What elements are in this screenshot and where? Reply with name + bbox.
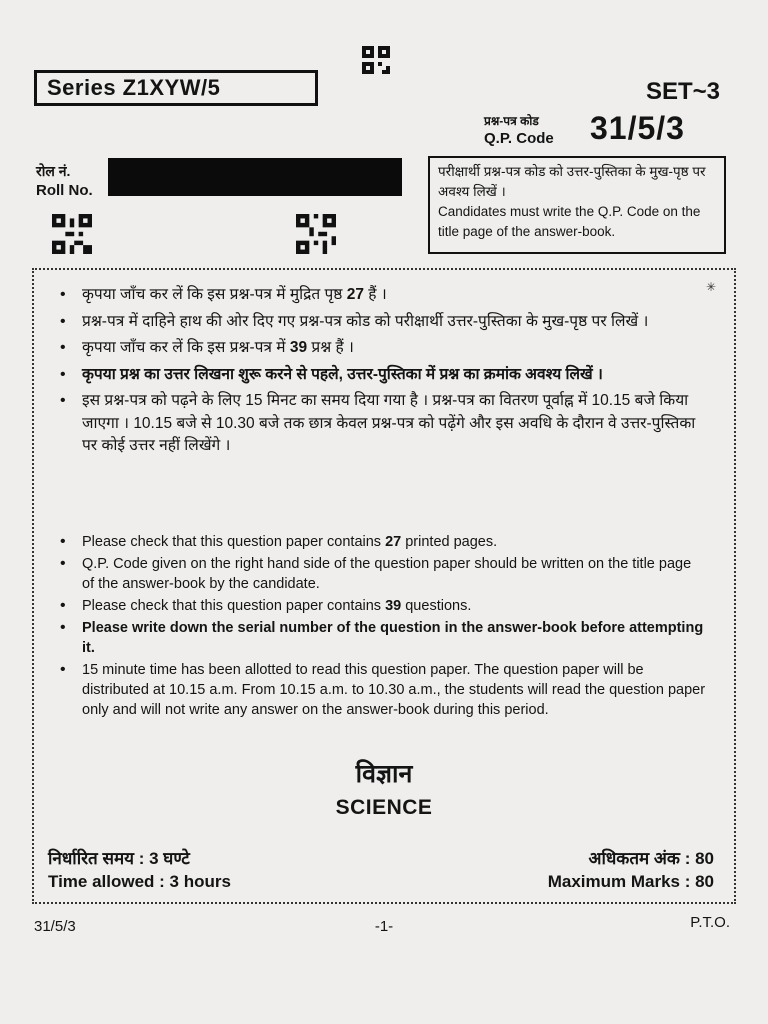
qp-code-label-hindi: प्रश्न-पत्र कोड <box>484 114 539 128</box>
max-marks-hindi: अधिकतम अंक : 80 <box>588 849 714 868</box>
instruction-text: 15 minute time has been allotted to read this question paper. The question paper will be distributed at 10.15 a.m. From 10.15 a.m. to 10.30 a.m., the students will read the question paper only and will not write any answer on the answer-book during this period. <box>82 662 706 718</box>
instruction-text: 39 <box>385 598 402 614</box>
set-number: SET~3 <box>645 78 720 105</box>
instruction-item <box>56 364 706 387</box>
instruction-text: कृपया प्रश्न का उत्तर लिखना शुरू करने से पहले, उत्तर-पुस्तिका में प्रश्न का क्रमांक अवश्य लिखें । <box>82 365 603 383</box>
subject-title: SCIENCE <box>335 796 433 819</box>
instruction-item <box>56 337 706 360</box>
bullet-icon: • <box>60 619 66 636</box>
qr-code-left <box>52 214 92 259</box>
instruction-text: प्रश्न-पत्र में दाहिने हाथ की ओर दिए गए प्रश्न-पत्र कोड को परीक्षार्थी उत्तर-पुस्तिका के मुख-पृष्ठ पर लिखें । <box>82 312 649 330</box>
instruction-item <box>56 596 706 616</box>
footer-code: 31/5/3 <box>34 918 76 935</box>
roll-number-redacted <box>108 158 402 196</box>
instruction-text: प्रश्न हैं । <box>307 339 354 356</box>
instructions-hindi <box>56 284 706 462</box>
bullet-icon: • <box>60 392 66 409</box>
bullet-icon: • <box>60 661 66 678</box>
notice-english: Candidates must write the Q.P. Code on the title page of the answer-book. <box>438 204 701 239</box>
instruction-item <box>56 532 706 552</box>
instruction-text: कृपया जाँच कर लें कि इस प्रश्न-पत्र में मुद्रित पृष्ठ <box>82 286 347 303</box>
series-label: Series Z1XYW/5 <box>34 70 318 106</box>
bullet-icon: • <box>60 286 66 303</box>
notice-hindi: परीक्षार्थी प्रश्न-पत्र कोड को उत्तर-पुस्तिका के मुख-पृष्ठ पर अवश्य लिखें । <box>438 164 706 199</box>
qp-code-notice <box>428 156 726 254</box>
roll-label: Roll No. <box>36 182 93 199</box>
bullet-icon: • <box>60 597 66 614</box>
pto-label: P.T.O. <box>690 914 730 931</box>
max-marks: Maximum Marks : 80 <box>547 872 714 891</box>
instruction-text: questions. <box>401 598 472 614</box>
instruction-text: 27 <box>346 286 364 303</box>
time-allowed: Time allowed : 3 hours <box>48 872 231 891</box>
bullet-icon: • <box>60 555 66 572</box>
instruction-item <box>56 660 706 720</box>
bullet-icon: • <box>60 365 66 383</box>
qr-code-top <box>362 46 390 79</box>
instruction-item <box>56 311 706 334</box>
instruction-text: 27 <box>385 534 402 550</box>
instruction-text: printed pages. <box>401 534 498 550</box>
instruction-item <box>56 554 706 594</box>
asterisk-mark: ✳ <box>706 280 717 294</box>
instruction-text: इस प्रश्न-पत्र को पढ़ने के लिए 15 मिनट का समय दिया गया है । प्रश्न-पत्र का वितरण पूर्वाह्न में 10.15 बजे किया जाएगा । 10.15 बजे से 10.30 बजे तक छात्र केवल प्रश्न-पत्र को पढ़ेंगे और इस अवधि के दौरान वे उत्तर-पुस्तिका पर कोई उत्तर नहीं लिखेंगे । <box>82 392 696 454</box>
bullet-icon: • <box>60 533 66 550</box>
instruction-text: 39 <box>289 339 308 356</box>
instruction-text: Please check that this question paper contains <box>82 598 386 614</box>
instruction-text: Q.P. Code given on the right hand side of the question paper should be written on the title page of the answer-book by the candidate. <box>82 556 692 592</box>
instruction-text: हैं । <box>364 286 387 303</box>
bullet-icon: • <box>60 339 66 356</box>
qp-code: 31/5/3 <box>590 110 685 146</box>
instruction-item <box>56 284 706 307</box>
page-number: -1- <box>374 918 394 935</box>
instruction-text: Please check that this question paper contains <box>82 534 386 550</box>
instruction-text: कृपया जाँच कर लें कि इस प्रश्न-पत्र में <box>82 339 290 356</box>
instruction-item <box>56 618 706 658</box>
bullet-icon: • <box>60 312 66 330</box>
instruction-item <box>56 390 706 458</box>
qr-code-middle <box>296 214 336 259</box>
qp-code-label: Q.P. Code <box>484 130 554 147</box>
subject-title-hindi: विज्ञान <box>355 760 413 788</box>
time-allowed-hindi: निर्धारित समय : 3 घण्टे <box>48 849 190 868</box>
roll-label-hindi: रोल नं. <box>36 163 71 179</box>
instructions-english <box>56 532 706 722</box>
instruction-text: Please write down the serial number of the question in the answer-book before attempting it. <box>82 620 704 656</box>
